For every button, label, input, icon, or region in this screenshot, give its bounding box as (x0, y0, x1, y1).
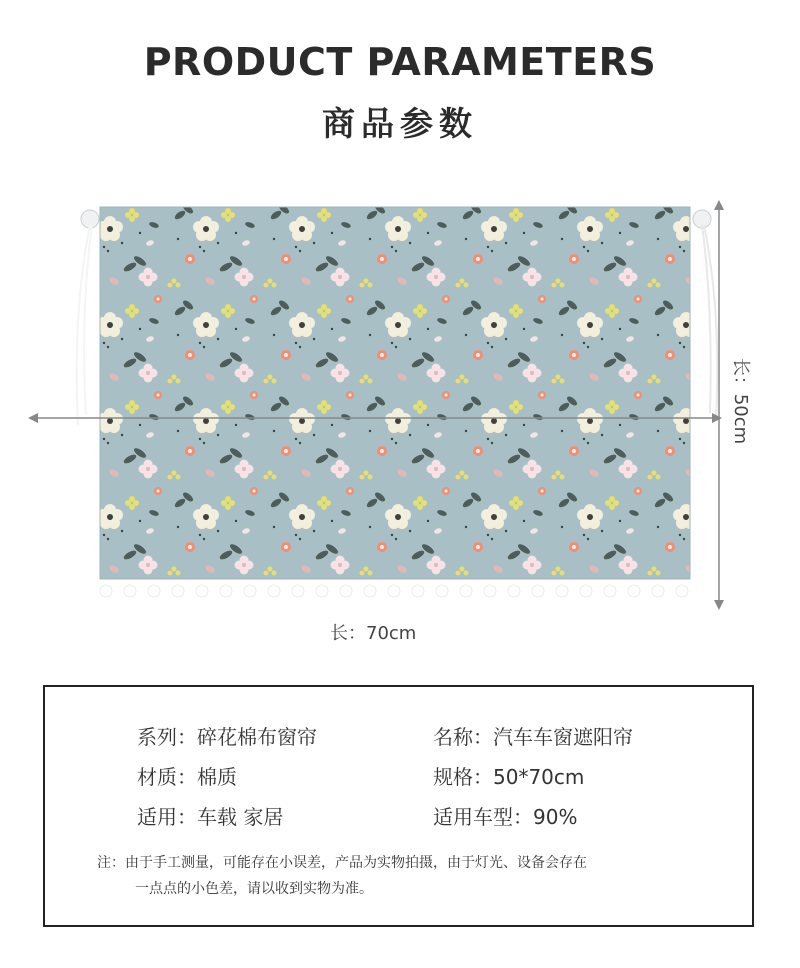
spec-name: 名称：汽车车窗遮阳帘 (433, 725, 633, 749)
spec-table (43, 685, 754, 927)
spec-fit: 适用车型：90% (433, 805, 578, 829)
page-title-en: PRODUCT PARAMETERS (143, 40, 657, 84)
note-line-1: 注：由于手工测量，可能存在小误差，产品为实物拍摄，由于灯光、设备会存在 (97, 855, 587, 871)
spec-series: 系列：碎花棉布窗帘 (137, 725, 317, 749)
spec-usage: 适用：车载 家居 (137, 805, 284, 829)
pompom-trim (100, 585, 688, 597)
product-photo (70, 195, 750, 615)
page-title-cn: 商品参数 (322, 104, 478, 143)
width-label: 长：70cm (330, 623, 417, 644)
spec-size: 规格：50*70cm (433, 765, 585, 789)
curtain-fabric (100, 207, 690, 579)
note-line-2: 一点点的小色差，请以收到实物为准。 (135, 881, 373, 897)
measurement-note (97, 850, 717, 902)
height-label: 长：50cm (730, 357, 751, 445)
height-dimension-arrow (712, 200, 726, 610)
suction-cup-left (77, 210, 99, 425)
width-dimension-arrow (28, 411, 722, 425)
curtain-illustration (70, 195, 750, 615)
spec-material: 材质：棉质 (137, 765, 237, 789)
